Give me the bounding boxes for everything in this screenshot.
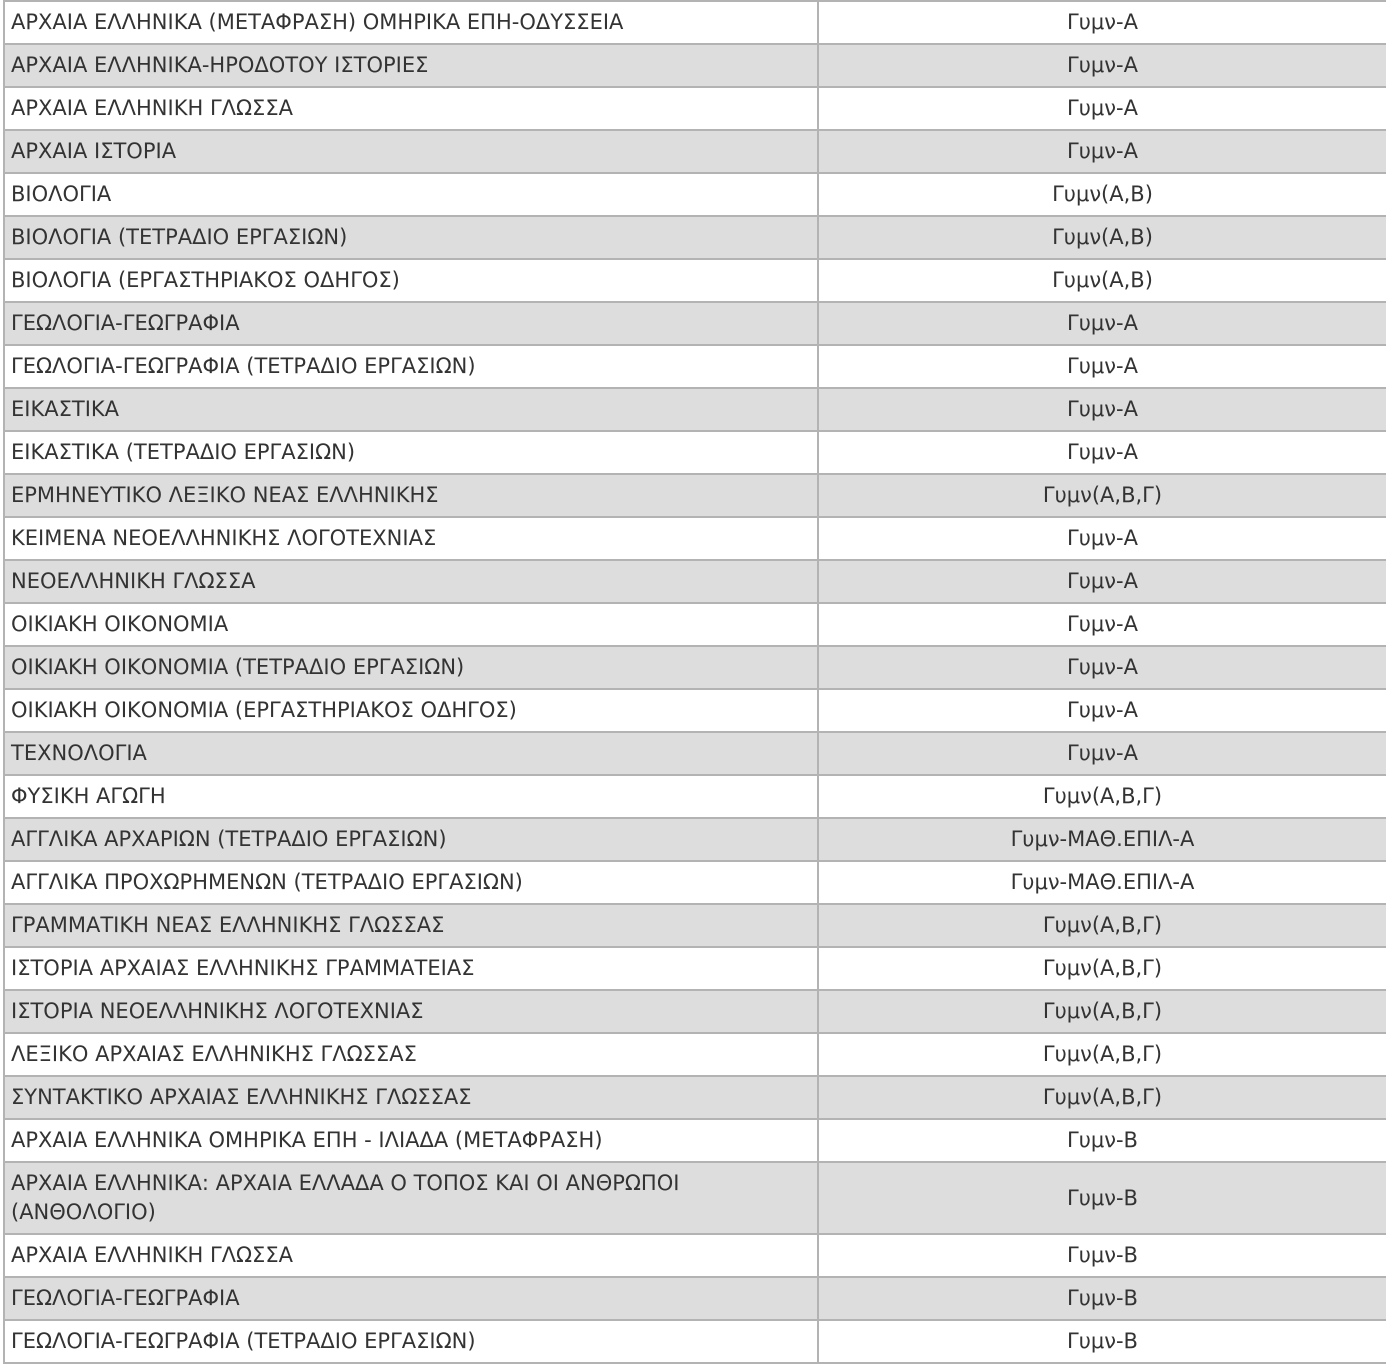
book-title-cell: ΑΡΧΑΙΑ ΕΛΛΗΝΙΚΑ ΟΜΗΡΙΚΑ ΕΠΗ - ΙΛΙΑΔΑ (ΜΕΤΑΦΡΑΣΗ)	[4, 1119, 818, 1162]
table-row	[4, 560, 1386, 603]
book-title-cell: ΒΙΟΛΟΓΙΑ (ΕΡΓΑΣΤΗΡΙΑΚΟΣ ΟΔΗΓΟΣ)	[4, 259, 818, 302]
class-level-cell: Γυμν-Α	[818, 345, 1386, 388]
book-title-cell: ΛΕΞΙΚΟ ΑΡΧΑΙΑΣ ΕΛΛΗΝΙΚΗΣ ΓΛΩΣΣΑΣ	[4, 1033, 818, 1076]
book-title-cell: ΑΡΧΑΙΑ ΕΛΛΗΝΙΚΗ ΓΛΩΣΣΑ	[4, 1234, 818, 1277]
book-table	[3, 0, 1386, 1364]
class-level-cell: Γυμν(Α,Β,Γ)	[818, 474, 1386, 517]
table-row	[4, 216, 1386, 259]
table-row	[4, 1076, 1386, 1119]
table-row	[4, 87, 1386, 130]
table-row	[4, 1277, 1386, 1320]
book-title-cell: ΓΕΩΛΟΓΙΑ-ΓΕΩΓΡΑΦΙΑ (ΤΕΤΡΑΔΙΟ ΕΡΓΑΣΙΩΝ)	[4, 1320, 818, 1363]
table-row	[4, 1162, 1386, 1234]
class-level-cell: Γυμν(Α,Β)	[818, 173, 1386, 216]
class-level-cell: Γυμν-Α	[818, 44, 1386, 87]
book-title-cell: ΙΣΤΟΡΙΑ ΑΡΧΑΙΑΣ ΕΛΛΗΝΙΚΗΣ ΓΡΑΜΜΑΤΕΙΑΣ	[4, 947, 818, 990]
class-level-cell: Γυμν-Α	[818, 302, 1386, 345]
table-row	[4, 431, 1386, 474]
class-level-cell: Γυμν-Α	[818, 732, 1386, 775]
table-row	[4, 388, 1386, 431]
book-title-cell: ΓΕΩΛΟΓΙΑ-ΓΕΩΓΡΑΦΙΑ	[4, 302, 818, 345]
class-level-cell: Γυμν-Β	[818, 1162, 1386, 1234]
table-row	[4, 1320, 1386, 1363]
table-row	[4, 861, 1386, 904]
book-title-cell: ΓΡΑΜΜΑΤΙΚΗ ΝΕΑΣ ΕΛΛΗΝΙΚΗΣ ΓΛΩΣΣΑΣ	[4, 904, 818, 947]
table-row	[4, 517, 1386, 560]
class-level-cell: Γυμν-ΜΑΘ.ΕΠΙΛ-Α	[818, 818, 1386, 861]
class-level-cell: Γυμν(Α,Β)	[818, 216, 1386, 259]
table-row	[4, 947, 1386, 990]
book-title-cell: ΑΡΧΑΙΑ ΕΛΛΗΝΙΚΗ ΓΛΩΣΣΑ	[4, 87, 818, 130]
table-row	[4, 818, 1386, 861]
book-title-cell: ΟΙΚΙΑΚΗ ΟΙΚΟΝΟΜΙΑ	[4, 603, 818, 646]
book-title-cell: ΑΡΧΑΙΑ ΕΛΛΗΝΙΚΑ-ΗΡΟΔΟΤΟΥ ΙΣΤΟΡΙΕΣ	[4, 44, 818, 87]
book-title-cell: ΟΙΚΙΑΚΗ ΟΙΚΟΝΟΜΙΑ (ΤΕΤΡΑΔΙΟ ΕΡΓΑΣΙΩΝ)	[4, 646, 818, 689]
class-level-cell: Γυμν-Β	[818, 1119, 1386, 1162]
class-level-cell: Γυμν-Β	[818, 1277, 1386, 1320]
table-row	[4, 904, 1386, 947]
class-level-cell: Γυμν(Α,Β,Γ)	[818, 904, 1386, 947]
table-row	[4, 1, 1386, 44]
class-level-cell: Γυμν-Β	[818, 1320, 1386, 1363]
book-title-cell: ΦΥΣΙΚΗ ΑΓΩΓΗ	[4, 775, 818, 818]
table-row	[4, 130, 1386, 173]
class-level-cell: Γυμν-Α	[818, 689, 1386, 732]
class-level-cell: Γυμν-Α	[818, 388, 1386, 431]
class-level-cell: Γυμν(Α,Β,Γ)	[818, 775, 1386, 818]
book-title-cell: ΓΕΩΛΟΓΙΑ-ΓΕΩΓΡΑΦΙΑ (ΤΕΤΡΑΔΙΟ ΕΡΓΑΣΙΩΝ)	[4, 345, 818, 388]
table-row	[4, 173, 1386, 216]
table-row	[4, 646, 1386, 689]
book-table-body	[4, 1, 1386, 1363]
book-title-cell: ΒΙΟΛΟΓΙΑ (ΤΕΤΡΑΔΙΟ ΕΡΓΑΣΙΩΝ)	[4, 216, 818, 259]
book-title-cell: ΕΡΜΗΝΕΥΤΙΚΟ ΛΕΞΙΚΟ ΝΕΑΣ ΕΛΛΗΝΙΚΗΣ	[4, 474, 818, 517]
book-title-cell: ΒΙΟΛΟΓΙΑ	[4, 173, 818, 216]
book-title-cell: ΕΙΚΑΣΤΙΚΑ	[4, 388, 818, 431]
class-level-cell: Γυμν-ΜΑΘ.ΕΠΙΛ-Α	[818, 861, 1386, 904]
book-title-cell: ΑΡΧΑΙΑ ΕΛΛΗΝΙΚΑ (ΜΕΤΑΦΡΑΣΗ) ΟΜΗΡΙΚΑ ΕΠΗ-ΟΔΥΣΣΕΙΑ	[4, 1, 818, 44]
book-title-cell: ΓΕΩΛΟΓΙΑ-ΓΕΩΓΡΑΦΙΑ	[4, 1277, 818, 1320]
table-row	[4, 44, 1386, 87]
book-title-cell: ΕΙΚΑΣΤΙΚΑ (ΤΕΤΡΑΔΙΟ ΕΡΓΑΣΙΩΝ)	[4, 431, 818, 474]
class-level-cell: Γυμν-Α	[818, 1, 1386, 44]
class-level-cell: Γυμν(Α,Β,Γ)	[818, 947, 1386, 990]
class-level-cell: Γυμν(Α,Β,Γ)	[818, 1033, 1386, 1076]
table-row	[4, 990, 1386, 1033]
book-table-container	[3, 0, 1386, 1364]
book-title-cell: ΑΡΧΑΙΑ ΙΣΤΟΡΙΑ	[4, 130, 818, 173]
book-title-cell: ΟΙΚΙΑΚΗ ΟΙΚΟΝΟΜΙΑ (ΕΡΓΑΣΤΗΡΙΑΚΟΣ ΟΔΗΓΟΣ)	[4, 689, 818, 732]
book-title-cell: ΑΡΧΑΙΑ ΕΛΛΗΝΙΚΑ: ΑΡΧΑΙΑ ΕΛΛΑΔΑ Ο ΤΟΠΟΣ ΚΑΙ ΟΙ ΑΝΘΡΩΠΟΙ (ΑΝΘΟΛΟΓΙΟ)	[4, 1162, 818, 1234]
class-level-cell: Γυμν-Α	[818, 517, 1386, 560]
book-title-cell: ΑΓΓΛΙΚΑ ΑΡΧΑΡΙΩΝ (ΤΕΤΡΑΔΙΟ ΕΡΓΑΣΙΩΝ)	[4, 818, 818, 861]
table-row	[4, 1119, 1386, 1162]
table-row	[4, 302, 1386, 345]
table-row	[4, 732, 1386, 775]
table-row	[4, 689, 1386, 732]
book-title-cell: ΑΓΓΛΙΚΑ ΠΡΟΧΩΡΗΜΕΝΩΝ (ΤΕΤΡΑΔΙΟ ΕΡΓΑΣΙΩΝ)	[4, 861, 818, 904]
book-title-cell: ΤΕΧΝΟΛΟΓΙΑ	[4, 732, 818, 775]
class-level-cell: Γυμν-Β	[818, 1234, 1386, 1277]
book-title-cell: ΣΥΝΤΑΚΤΙΚΟ ΑΡΧΑΙΑΣ ΕΛΛΗΝΙΚΗΣ ΓΛΩΣΣΑΣ	[4, 1076, 818, 1119]
table-row	[4, 474, 1386, 517]
class-level-cell: Γυμν(Α,Β,Γ)	[818, 1076, 1386, 1119]
class-level-cell: Γυμν(Α,Β)	[818, 259, 1386, 302]
class-level-cell: Γυμν(Α,Β,Γ)	[818, 990, 1386, 1033]
table-row	[4, 603, 1386, 646]
table-row	[4, 775, 1386, 818]
class-level-cell: Γυμν-Α	[818, 130, 1386, 173]
class-level-cell: Γυμν-Α	[818, 646, 1386, 689]
class-level-cell: Γυμν-Α	[818, 560, 1386, 603]
class-level-cell: Γυμν-Α	[818, 603, 1386, 646]
book-title-cell: ΙΣΤΟΡΙΑ ΝΕΟΕΛΛΗΝΙΚΗΣ ΛΟΓΟΤΕΧΝΙΑΣ	[4, 990, 818, 1033]
class-level-cell: Γυμν-Α	[818, 431, 1386, 474]
table-row	[4, 1033, 1386, 1076]
book-title-cell: ΝΕΟΕΛΛΗΝΙΚΗ ΓΛΩΣΣΑ	[4, 560, 818, 603]
table-row	[4, 345, 1386, 388]
class-level-cell: Γυμν-Α	[818, 87, 1386, 130]
table-row	[4, 1234, 1386, 1277]
book-title-cell: ΚΕΙΜΕΝΑ ΝΕΟΕΛΛΗΝΙΚΗΣ ΛΟΓΟΤΕΧΝΙΑΣ	[4, 517, 818, 560]
table-row	[4, 259, 1386, 302]
